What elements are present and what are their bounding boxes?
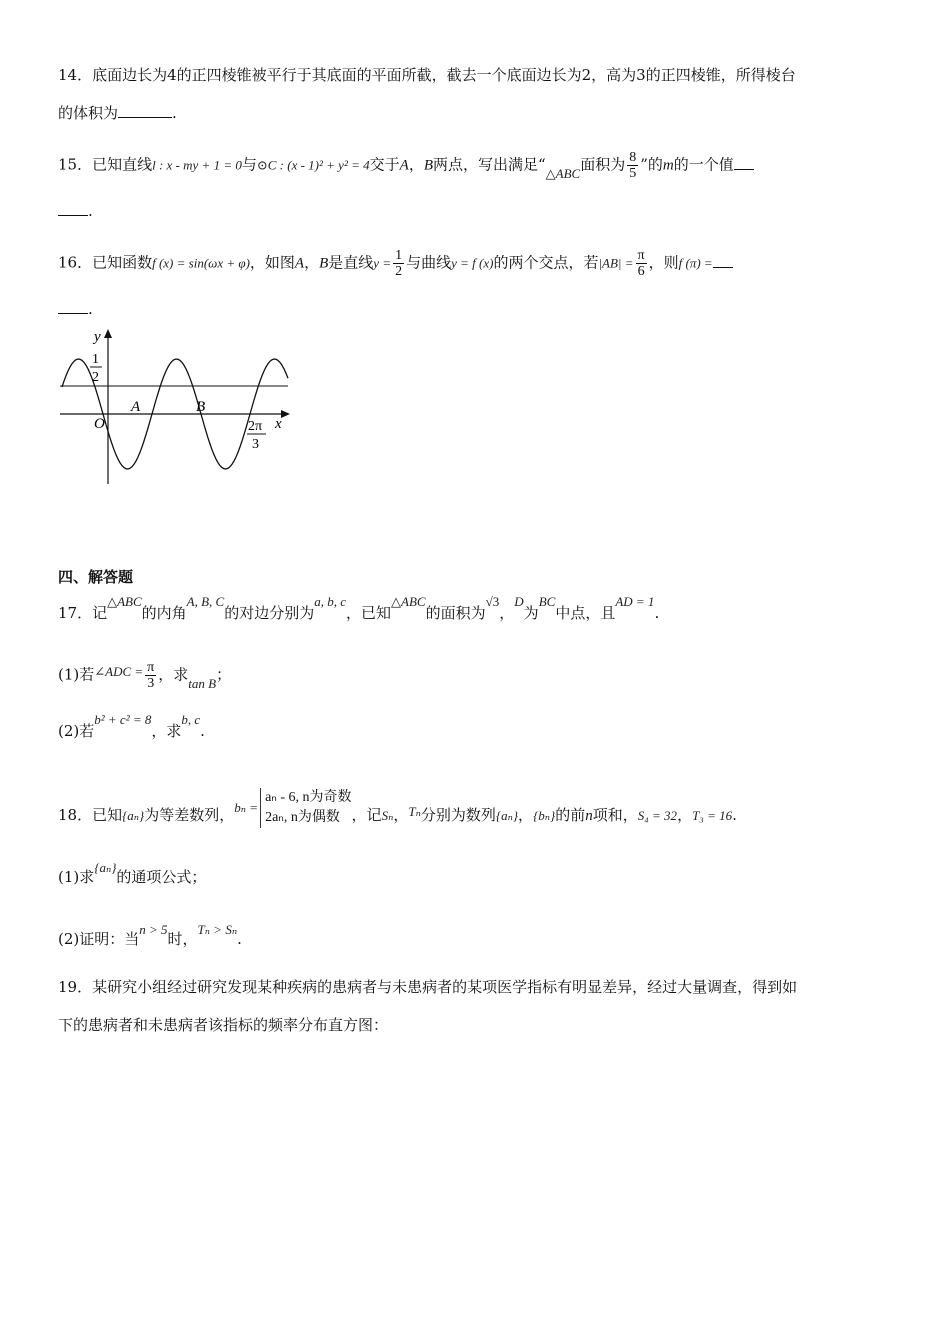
q19-line1: 19．某研究小组经过研究发现某种疾病的患病者与未患病者的某项医学指标有明显差异，经过大量调查，得到如 [58,978,798,996]
q18-part2: (2)证明：当n > 5时，Tₙ > Sₙ. [58,922,242,948]
q15-line2: . [58,200,93,222]
q18-line1: 18．已知{aₙ}为等差数列，bₙ = aₙ - 6, n为奇数 2aₙ, n为偶数 ，记Sₙ，Tₙ分别为数列{aₙ}，{bₙ}的前n项和，S₄ = 32，T₃ = 16. [58,796,737,836]
point-b-label: B [196,399,206,415]
q16-line1: 16．已知函数f (x) = sin(ωx + φ)，如图A，B是直线y = $\frac{1}{2}$ 与曲线y = f (x)的两个交点，若|AB| = $\frac{\pi}{6}$ ，则f (π) = [58,248,733,279]
x-axis-arrow [281,410,290,418]
q17-part2: (2)若b² + c² = 8，求b, c. [58,712,205,740]
tick-half-den: 2 [92,370,99,385]
origin-label: O [94,416,105,432]
q14-line1: 14．底面边长为4的正四棱锥被平行于其底面的平面所截，截去一个底面边长为2，高为3的正四棱锥，所得棱台 [58,66,796,84]
q14-line2: 的体积为 . [58,104,177,122]
answer-blank [713,253,733,268]
y-axis-arrow [104,329,112,338]
q19-line2: 下的患病者和未患病者该指标的频率分布直方图： [58,1016,389,1034]
fraction-pi-3: $\frac{\pi}{3}$ [147,660,155,691]
y-axis-label: y [94,329,101,345]
tick-2pi3-num: 2π [248,419,263,434]
answer-blank [58,299,88,314]
answer-blank [734,155,754,170]
tick-2pi3-den: 3 [252,437,259,452]
sine-graph [56,324,296,489]
point-a-label: A [131,399,141,415]
q17-line1: 17．记△ABC的内角A, B, C的对边分别为a, b, c，已知△ABC的面积为√3，D为BC中点，且AD = 1. [58,594,660,622]
q16-line2: . [58,298,93,320]
tick-half-num: 1 [92,352,99,367]
section-heading: 四、解答题 [58,568,134,586]
answer-blank [118,103,172,118]
q17-part1: (1)若∠ADC = $\frac{\pi}{3}$ ，求tan B； [58,660,232,691]
x-axis-label: x [275,416,282,432]
q15-line1: 15．已知直线l : x - my + 1 = 0与⊙C : (x - 1)² + y² = 4交于A，B两点，写出满足“△ABC面积为 $\frac{8}{5}$ ”的m的一个值 [58,150,754,181]
fraction-one-half: $\frac{1}{2}$ [395,248,403,279]
q18-part1: (1)求{aₙ}的通项公式； [58,860,207,886]
answer-blank [58,201,88,216]
fraction-8-5: $\frac{8}{5}$ [629,150,637,181]
piecewise-bn: aₙ - 6, n为奇数 2aₙ, n为偶数 [260,788,351,828]
fraction-pi-6: $\frac{\pi}{6}$ [637,248,645,279]
